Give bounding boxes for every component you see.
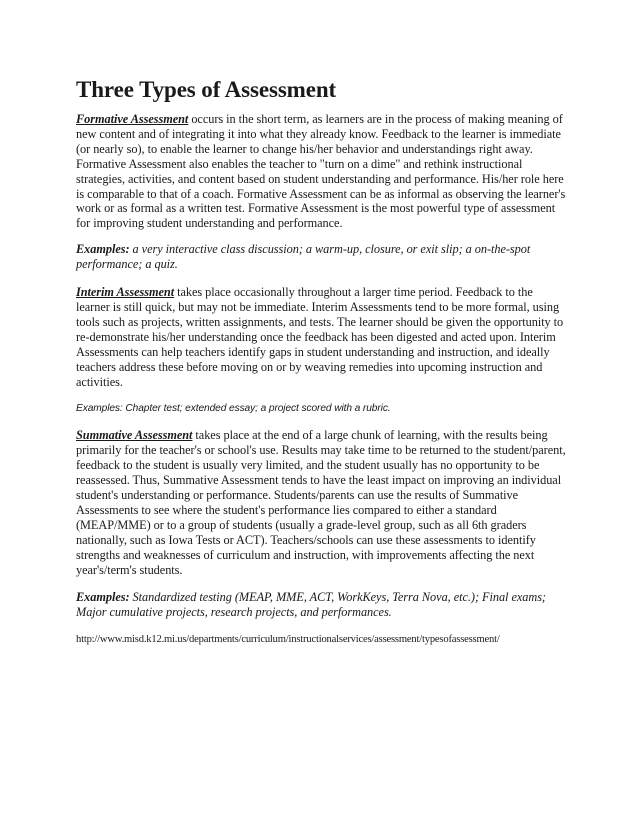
formative-term: Formative Assessment xyxy=(76,112,189,126)
interim-examples xyxy=(76,402,566,415)
source-url: http://www.misd.k12.mi.us/departments/curriculum/instructionalservices/assessment/typesofassessment/ xyxy=(76,634,500,646)
interim-examples-text: Chapter test; extended essay; a project scored with a rubric. xyxy=(122,403,391,415)
summative-examples xyxy=(76,590,566,620)
formative-examples xyxy=(76,242,566,272)
summative-examples-label: Examples: xyxy=(76,590,130,605)
interim-paragraph xyxy=(76,285,566,389)
formative-examples-text: a very interactive class discussion; a warm-up, closure, or exit slip; a on-the-spot performance; a quiz. xyxy=(76,242,531,272)
document-page xyxy=(76,76,566,646)
formative-examples-label: Examples: xyxy=(76,242,130,257)
summative-examples-text: Standardized testing (MEAP, MME, ACT, WorkKeys, Terra Nova, etc.); Final exams; Major cumulative projects, research projects, and performances. xyxy=(76,590,546,620)
interim-body: takes place occasionally throughout a larger time period. Feedback to the learner is still quick, but may not be immediate. Interim Assessments tend to be more formal, using tools such as projects, written assignments, and tests. The learner should be given the opportunity to re-demonstrate his/her understanding once the feedback has been digested and acted upon. Interim Assessments can help teachers identify gaps in student understanding and instruction, and ideally teachers address these before moving on or by weaving remedies into upcoming instruction and activities. xyxy=(76,285,564,389)
summative-term: Summative Assessment xyxy=(76,428,193,443)
formative-body: occurs in the short term, as learners are in the process of making meaning of new content and of integrating it into what they already know. Feedback to the learner is immediate (or nearly so), to enable the learner to change his/her behavior and understandings right away. Formative Assessment also enables the teacher to "turn on a dime" and rethink instructional strategies, activities, and content based on student understanding and performance. His/her role here is comparable to that of a coach. Formative Assessment can be as informal as observing the learner's work or as formal as a written test. Formative Assessment is the most powerful type of assessment for improving student understanding and performance. xyxy=(76,112,566,231)
page-title: Three Types of Assessment xyxy=(76,77,337,102)
summative-paragraph xyxy=(76,428,566,577)
summative-body: takes place at the end of a large chunk of learning, with the results being primarily for the teacher's or school's use. Results may take time to be returned to the student/parent, feedback to the student is usually very limited, and the student usually has no opportunity to be reassessed. Thus, Summative Assessment tends to have the least impact on improving an individual student's understanding or performance. Students/parents can use the results of Summative Assessments to see where the student's performance lies compared to either a standard (MEAP/MME) or to a group of students (usually a grade-level group, such as all 6th graders nationally, such as Iowa Tests or ACT). Teachers/schools can use these assessments to identify strengths and weaknesses of curriculum and instruction, with improvements affecting the next year's/term's students. xyxy=(76,428,566,577)
formative-paragraph xyxy=(76,112,566,231)
interim-examples-label: Examples: xyxy=(76,403,123,415)
interim-term: Interim Assessment xyxy=(76,285,175,300)
